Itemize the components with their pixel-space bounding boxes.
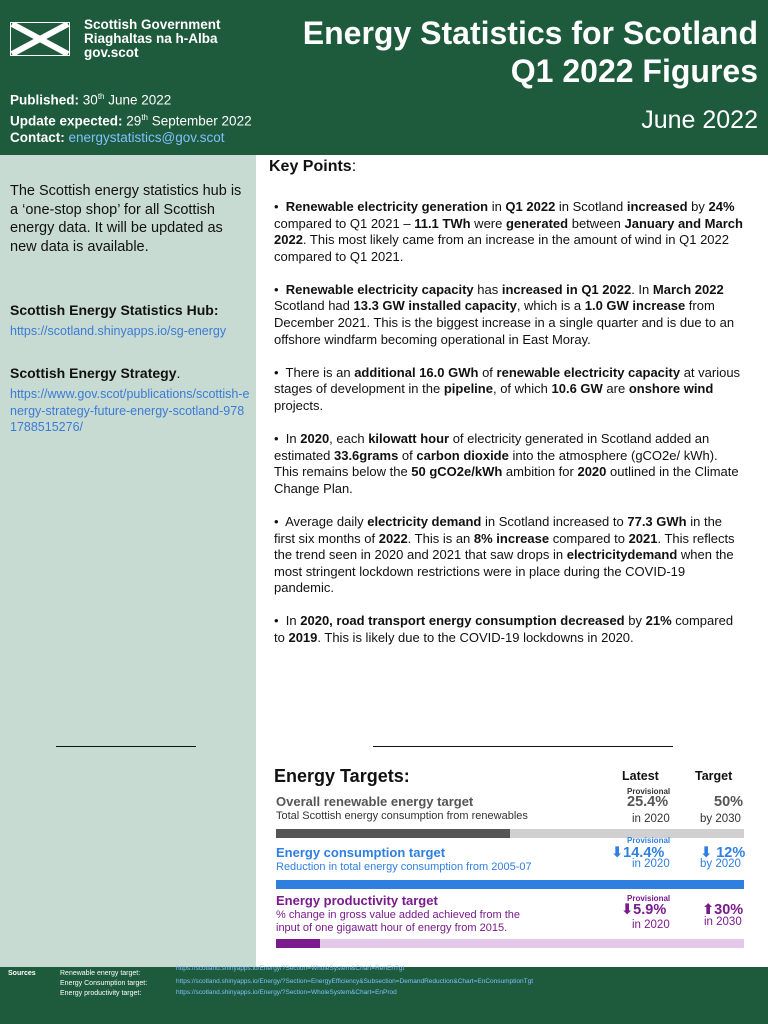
key-point-road-transport: • In 2020, road transport energy consumption decreased by 21% compared to 2019. This is likely due to the COVID-19 lockdowns in 2020. xyxy=(274,613,734,645)
consumption-provisional: Provisional xyxy=(627,836,671,845)
update-line: Update expected: 29th September 2022 xyxy=(10,112,252,128)
targets-title: Energy Targets: xyxy=(274,766,410,786)
divider-left xyxy=(56,746,196,747)
consumption-target-value: ⬇ 12% xyxy=(700,845,746,861)
down-arrow-icon: ⬇ xyxy=(700,845,713,861)
renewable-target-value: 50% xyxy=(714,794,744,810)
consumption-target-name: Energy consumption target xyxy=(276,845,446,860)
down-arrow-icon: ⬇ xyxy=(611,845,624,861)
strategy-link[interactable]: https://www.gov.scot/publications/scottish-energy-strategy-future-energy-scotland-9781788515276/ xyxy=(10,387,250,434)
renewable-target-name: Overall renewable energy target xyxy=(276,794,474,809)
source-label-consumption: Energy Consumption target: xyxy=(60,980,148,987)
productivity-target-year: in 2030 xyxy=(704,916,742,928)
productivity-target-desc-2: input of one gigawatt hour of energy from 2015. xyxy=(276,922,508,934)
contact-email-link[interactable]: energystatistics@gov.scot xyxy=(68,130,225,145)
org-line-2: Riaghaltas na h-Alba xyxy=(84,31,218,46)
down-arrow-icon: ⬇ xyxy=(621,902,634,918)
renewable-progress-bar xyxy=(276,829,744,838)
source-link-consumption[interactable]: https://scotland.shinyapps.io/Energy/?Section=EnergyEfficiency&Subsection=DemandReduction&Chart=EnConsumptionTgt xyxy=(176,978,534,985)
productivity-latest-value: ⬇5.9% xyxy=(621,902,667,918)
consumption-progress-fill xyxy=(276,880,744,889)
key-point-pipeline: • There is an additional 16.0 GWh of renewable electricity capacity at various stages of development in the pipeline, of which 10.6 GW are onshore wind projects. xyxy=(274,364,741,413)
hub-heading: Scottish Energy Statistics Hub: xyxy=(10,302,219,318)
consumption-progress-bar xyxy=(276,880,744,889)
col-header-latest: Latest xyxy=(622,769,659,783)
sidebar-intro: The Scottish energy statistics hub is a ‘one-stop shop’ for all Scottish energy data. It will be updated as new data is available. xyxy=(10,183,242,255)
org-line-1: Scottish Government xyxy=(84,17,221,32)
renewable-latest-value: 25.4% xyxy=(627,794,669,810)
divider-right xyxy=(373,746,673,747)
productivity-target-name: Energy productivity target xyxy=(276,893,438,908)
renewable-latest-year: in 2020 xyxy=(632,813,670,825)
publication-meta xyxy=(10,88,252,146)
productivity-progress-fill xyxy=(276,939,320,948)
source-link-productivity[interactable]: https://scotland.shinyapps.io/Energy/?Section=WholeSystem&Chart=EnProd xyxy=(176,989,397,996)
page-title-line-2: Q1 2022 Figures xyxy=(510,53,758,89)
publication-month: June 2022 xyxy=(641,106,758,134)
org-line-3: gov.scot xyxy=(84,45,139,60)
consumption-latest-value: ⬇14.4% xyxy=(611,845,665,861)
source-link-renewable[interactable]: https://scotland.shinyapps.io/Energy/?Section=WholeSystem&Chart=RenEnTgt xyxy=(176,965,405,972)
strategy-heading: Scottish Energy Strategy. xyxy=(10,365,181,381)
productivity-target-desc-1: % change in gross value added achieved from the xyxy=(276,909,520,921)
sources-label: Sources xyxy=(8,970,36,977)
renewable-provisional: Provisional xyxy=(627,787,671,796)
key-point-renewable-capacity: • Renewable electricity capacity has increased in Q1 2022. In March 2022 Scotland had 13.3 GW installed capacity, which is a 1.0 GW increase from December 2021. This is the biggest increase in a single quarter and is due to an offshore windfarm becoming operational in East Moray. xyxy=(274,281,735,347)
key-point-electricity-demand: • Average daily electricity demand in Scotland increased to 77.3 GWh in the first six months of 2022. This is an 8% increase compared to 2021. This reflects the trend seen in 2020 and 2021 that saw drops in electricitydemand when the most stringent lockdown restrictions were in place during the COVID-19 pandemic. xyxy=(274,513,735,596)
page-title-line-1: Energy Statistics for Scotland xyxy=(302,15,758,51)
published-line: Published: 30th June 2022 xyxy=(10,92,172,108)
productivity-latest-year: in 2020 xyxy=(632,919,670,931)
sources-footer xyxy=(0,967,768,1024)
hub-link[interactable]: https://scotland.shinyapps.io/sg-energy xyxy=(10,324,227,338)
productivity-progress-bar xyxy=(276,939,744,948)
productivity-provisional: Provisional xyxy=(627,894,671,903)
sidebar xyxy=(0,155,256,967)
source-label-productivity: Energy productivity target: xyxy=(60,990,142,997)
renewable-target-year: by 2030 xyxy=(700,813,741,825)
consumption-target-desc: Reduction in total energy consumption from 2005-07 xyxy=(276,861,532,873)
source-label-renewable: Renewable energy target: xyxy=(60,970,141,977)
org-name xyxy=(84,18,221,60)
key-point-carbon-intensity: • In 2020, each kilowatt hour of electricity generated in Scotland added an estimated 33.6grams of carbon dioxide into the atmosphere (gCO2e/ kWh). This remains below the 50 gCO2e/kWh ambition for 2020 outlined in the Climate Change Plan. xyxy=(274,431,739,496)
up-arrow-icon: ⬆ xyxy=(702,902,715,918)
saltire-flag-icon xyxy=(10,22,70,56)
page-header xyxy=(0,0,768,155)
contact-line: Contact: energystatistics@gov.scot xyxy=(10,130,225,145)
key-points-list xyxy=(274,199,744,663)
renewable-target-desc: Total Scottish energy consumption from renewables xyxy=(276,810,528,822)
key-point-renewable-generation: • Renewable electricity generation in Q1 2022 in Scotland increased by 24% compared to Q1 2021 – 11.1 TWh were generated between January and March 2022. This most likely came from an increase in the amount of wind in Q1 2022 compared to Q1 2021. xyxy=(274,199,743,264)
consumption-latest-year: in 2020 xyxy=(632,858,670,870)
renewable-progress-fill xyxy=(276,829,510,838)
col-header-target: Target xyxy=(695,769,733,783)
consumption-target-year: by 2020 xyxy=(700,858,741,870)
productivity-target-value: ⬆30% xyxy=(702,902,744,918)
key-points-title: Key Points: xyxy=(269,158,357,175)
